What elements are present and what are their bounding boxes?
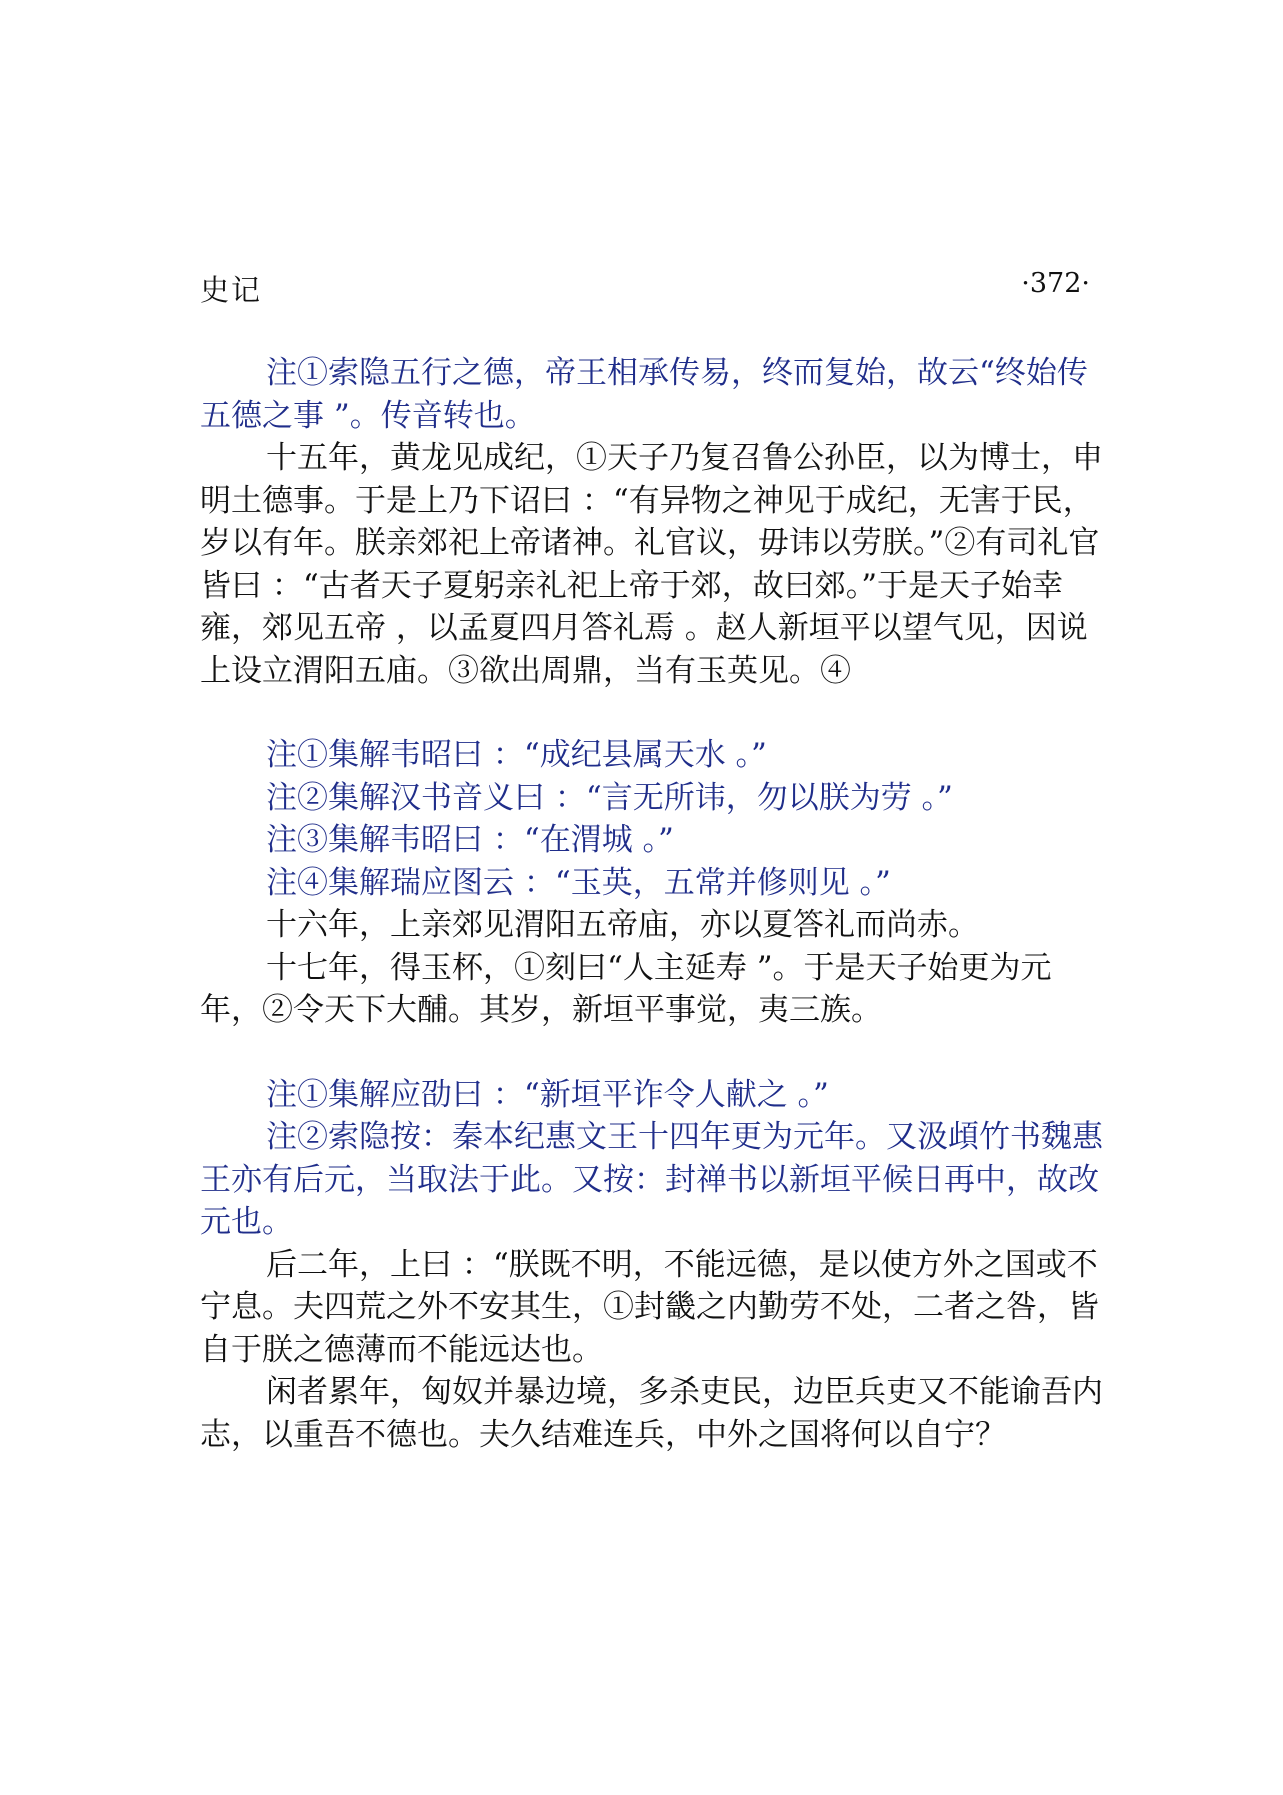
body-paragraph: 十七年，得玉杯，①刻曰“人主延寿 ”。于是天子始更为元年，②令天下大酺。其岁，新垣平事觉，夷三族。 [200, 949, 1052, 1028]
annotation-paragraph: 注④集解瑞应图云 ：“玉英，五常并修则见 。” [266, 864, 891, 901]
page-header [200, 268, 1090, 308]
annotation-paragraph: 注②集解汉书音义曰 ：“言无所讳，勿以朕为劳 。” [266, 779, 953, 816]
body-paragraph: 十六年，上亲郊见渭阳五帝庙，亦以夏答礼而尚赤。 [266, 907, 979, 943]
body-paragraph: 后二年，上曰 ：“朕既不明，不能远德，是以使方外之国或不宁息。夫四荒之外不安其生，①封畿之内勤劳不处，二者之咎，皆自于朕之德薄而不能远达也。 [200, 1246, 1099, 1368]
annotation-paragraph: 注①集解韦昭曰 ：“成纪县属天水 。” [266, 737, 767, 773]
page-number: ·372· [1021, 268, 1090, 299]
annotation-paragraph: 注①索隐五行之德，帝王相承传易，终而复始，故云“终始传五德之事 ”。传音转也。 [200, 355, 1088, 434]
body-paragraph: 十五年，黄龙见成纪，①天子乃复召鲁公孙臣，以为博士，申明土德事。于是上乃下诏曰 ：“有异物之神见于成纪，无害于民，岁以有年。朕亲郊祀上帝诸神。礼官议，毋讳以劳朕。”②有司礼官皆曰 ：“古者天子夏躬亲礼祀上帝于郊，故曰郊。”于是天子始幸雍，郊见五帝 ，以孟夏四月答礼焉 。赵人新垣平以望气见，因说上设立渭阳五庙。③欲出周鼎，当有玉英见。④ [200, 440, 1103, 689]
paragraph-gap [200, 692, 1110, 734]
annotation-paragraph: 注①集解应劭曰 ：“新垣平诈令人献之 。” [266, 1076, 829, 1113]
annotation-paragraph: 注②索隐按：秦本纪惠文王十四年更为元年。又汲頉竹书魏惠王亦有后元，当取法于此。又按：封禅书以新垣平候日再中，故改元也。 [200, 1119, 1103, 1240]
book-title: 史记 [200, 273, 263, 307]
paragraph-gap [200, 1032, 1110, 1074]
annotation-paragraph: 注③集解韦昭曰 ：“在渭城 。” [266, 822, 674, 858]
page-content [200, 352, 1110, 1456]
body-paragraph: 闲者累年，匈奴并暴边境，多杀吏民，边臣兵吏又不能谕吾内志，以重吾不德也。夫久结难连兵，中外之国将何以自宁？ [200, 1374, 1103, 1453]
